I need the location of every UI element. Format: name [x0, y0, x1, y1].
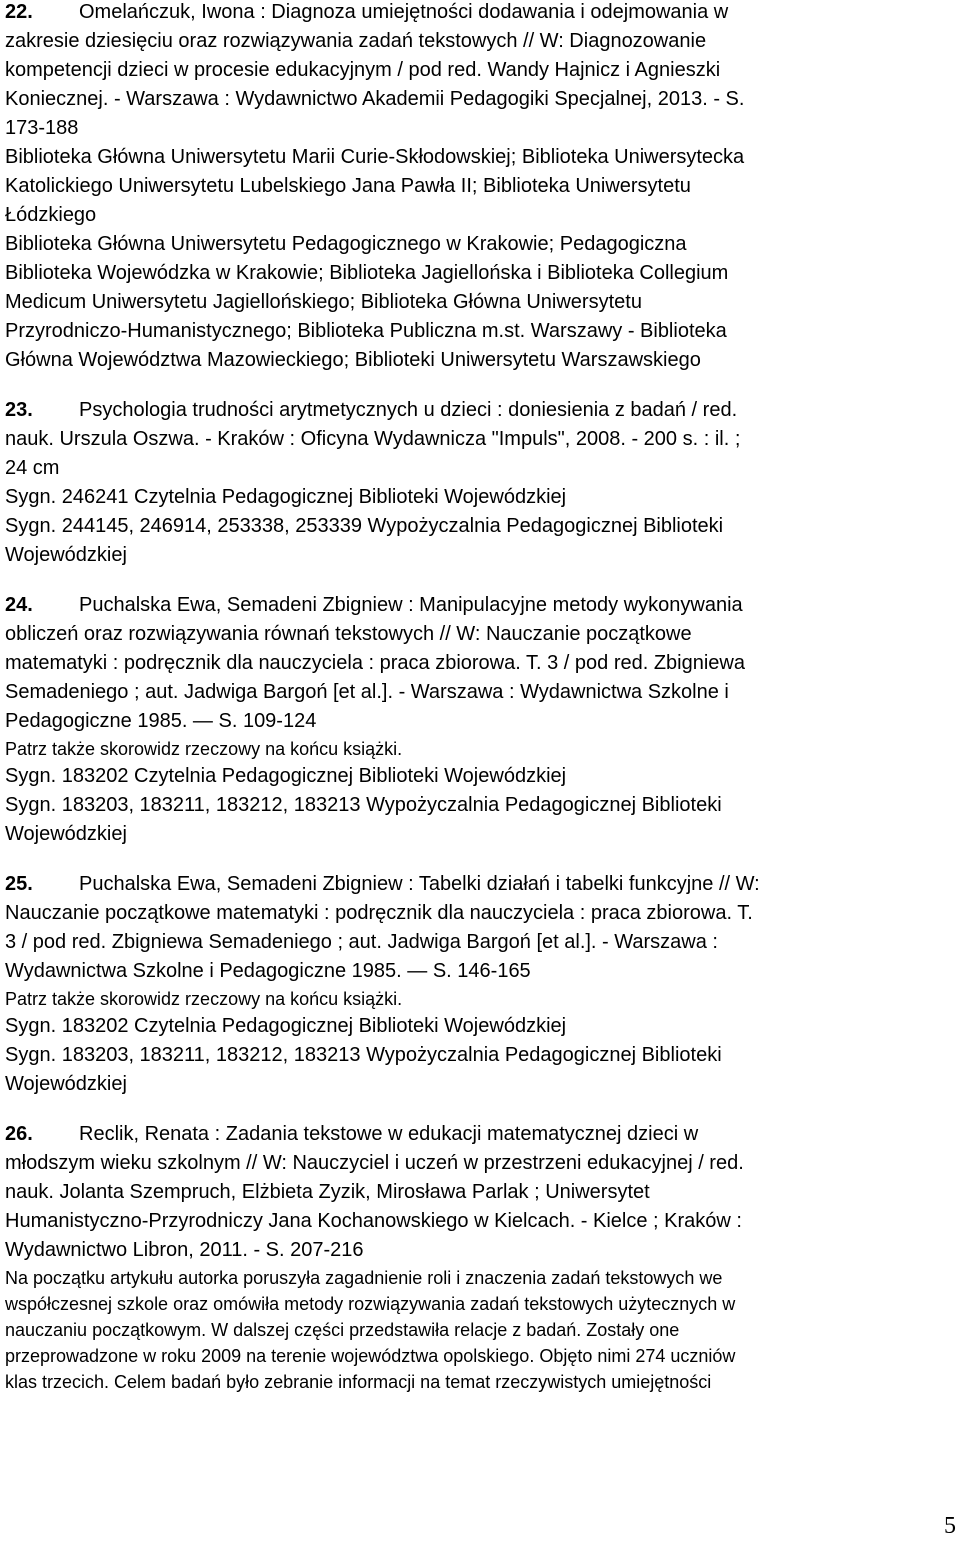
entry-first-line [5, 1120, 955, 1149]
entry-note-line: Patrz także skorowidz rzeczowy na końcu książki. [5, 989, 403, 1009]
entry-text-line: młodszym wieku szkolnym // W: Nauczyciel i uczeń w przestrzeni edukacyjnej / red. [5, 1152, 744, 1174]
entry-note-line: przeprowadzone w roku 2009 na terenie województwa opolskiego. Objęto nimi 274 uczniów [5, 1346, 736, 1366]
entry-text-line: Sygn. 244145, 246914, 253338, 253339 Wypożyczalnia Pedagogicznej Biblioteki [5, 515, 724, 537]
entry-text-line: 3 / pod red. Zbigniewa Semadeniego ; aut. Jadwiga Bargoń [et al.]. - Warszawa : [5, 931, 718, 953]
bibliography-entry [5, 396, 955, 570]
entry-text-line: Przyrodniczo-Humanistycznego; Biblioteka Publiczna m.st. Warszawy - Biblioteka [5, 320, 727, 342]
entry-first-line [5, 0, 955, 27]
entry-text-line: Wydawnictwa Szkolne i Pedagogiczne 1985. — S. 146-165 [5, 960, 531, 982]
entry-first-line [5, 591, 955, 620]
entry-holdings-line: Sygn. 183202 Czytelnia Pedagogicznej Biblioteki Wojewódzkiej [5, 1015, 567, 1037]
entry-text-line: Nauczanie początkowe matematyki : podręcznik dla nauczyciela : praca zbiorowa. T. [5, 902, 753, 924]
entry-text-line: Wydawnictwo Libron, 2011. - S. 207-216 [5, 1239, 364, 1261]
bibliography-entry [5, 0, 955, 375]
entry-holdings-line: Sygn. 183203, 183211, 183212, 183213 Wypożyczalnia Pedagogicznej Biblioteki [5, 794, 722, 816]
entry-text-line: Biblioteka Wojewódzka w Krakowie; Biblioteka Jagiellońska i Biblioteka Collegium [5, 262, 729, 284]
entry-text-line: Łódzkiego [5, 204, 97, 226]
entry-text-line: matematyki : podręcznik dla nauczyciela : praca zbiorowa. T. 3 / pod red. Zbigniewa [5, 652, 745, 674]
entry-holdings-line: Sygn. 183202 Czytelnia Pedagogicznej Biblioteki Wojewódzkiej [5, 765, 567, 787]
entry-number: 26. [5, 1123, 33, 1145]
entry-title-text: Puchalska Ewa, Semadeni Zbigniew : Manipulacyjne metody wykonywania [79, 594, 743, 616]
entry-number: 22. [5, 1, 33, 23]
entry-text-line: 173-188 [5, 117, 79, 139]
entry-text-line: Sygn. 246241 Czytelnia Pedagogicznej Biblioteki Wojewódzkiej [5, 486, 567, 508]
entry-number: 23. [5, 399, 33, 421]
entry-note-line: nauczaniu początkowym. W dalszej części przedstawiła relacje z badań. Zostały one [5, 1320, 680, 1340]
entry-text-line: kompetencji dzieci w procesie edukacyjnym / pod red. Wandy Hajnicz i Agnieszki [5, 59, 721, 81]
entry-text-line: Humanistyczno-Przyrodniczy Jana Kochanowskiego w Kielcach. - Kielce ; Kraków : [5, 1210, 742, 1232]
entry-number: 25. [5, 873, 33, 895]
entry-note-line: Patrz także skorowidz rzeczowy na końcu książki. [5, 739, 403, 759]
bibliography-list [5, 0, 955, 1416]
entry-text-line: Wojewódzkiej [5, 544, 127, 566]
entry-text-line: Semadeniego ; aut. Jadwiga Bargoń [et al.]. - Warszawa : Wydawnictwa Szkolne i [5, 681, 729, 703]
bibliography-entry [5, 591, 955, 849]
entry-text-line: Biblioteka Główna Uniwersytetu Marii Curie-Skłodowskiej; Biblioteka Uniwersytecka [5, 146, 745, 168]
entry-text-line: Katolickiego Uniwersytetu Lubelskiego Jana Pawła II; Biblioteka Uniwersytetu [5, 175, 691, 197]
bibliography-entry [5, 1120, 955, 1395]
entry-text-line: Koniecznej. - Warszawa : Wydawnictwo Akademii Pedagogiki Specjalnej, 2013. - S. [5, 88, 745, 110]
entry-note-line: klas trzecich. Celem badań było zebranie informacji na temat rzeczywistych umiejętności [5, 1372, 712, 1392]
page-number: 5 [944, 1513, 956, 1539]
entry-text-line: Pedagogiczne 1985. — S. 109-124 [5, 710, 317, 732]
entry-text-line: Medicum Uniwersytetu Jagiellońskiego; Biblioteka Główna Uniwersytetu [5, 291, 642, 313]
entry-text-line: nauk. Jolanta Szempruch, Elżbieta Zyzik, Mirosława Parlak ; Uniwersytet [5, 1181, 650, 1203]
entry-title-text: Puchalska Ewa, Semadeni Zbigniew : Tabelki działań i tabelki funkcyjne // W: [79, 873, 760, 895]
entry-holdings-line: Wojewódzkiej [5, 823, 127, 845]
entry-text-line: nauk. Urszula Oszwa. - Kraków : Oficyna Wydawnicza "Impuls", 2008. - 200 s. : il. ; [5, 428, 741, 450]
entry-title-text: Reclik, Renata : Zadania tekstowe w edukacji matematycznej dzieci w [79, 1123, 699, 1145]
entry-first-line [5, 396, 955, 425]
entry-note-line: współczesnej szkole oraz omówiła metody rozwiązywania zadań tekstowych użytecznych w [5, 1294, 736, 1314]
entry-note-line: Na początku artykułu autorka poruszyła zagadnienie roli i znaczenia zadań tekstowych we [5, 1268, 723, 1288]
entry-title-text: Omelańczuk, Iwona : Diagnoza umiejętności dodawania i odejmowania w [79, 1, 729, 23]
entry-title-text: Psychologia trudności arytmetycznych u dzieci : doniesienia z badań / red. [79, 399, 738, 421]
bibliography-entry [5, 870, 955, 1099]
entry-text-line: zakresie dziesięciu oraz rozwiązywania zadań tekstowych // W: Diagnozowanie [5, 30, 707, 52]
entry-holdings-line: Wojewódzkiej [5, 1073, 127, 1095]
entry-holdings-line: Sygn. 183203, 183211, 183212, 183213 Wypożyczalnia Pedagogicznej Biblioteki [5, 1044, 722, 1066]
entry-text-line: Biblioteka Główna Uniwersytetu Pedagogicznego w Krakowie; Pedagogiczna [5, 233, 687, 255]
entry-text-line: 24 cm [5, 457, 60, 479]
entry-text-line: Główna Województwa Mazowieckiego; Biblioteki Uniwersytetu Warszawskiego [5, 349, 701, 371]
entry-number: 24. [5, 594, 33, 616]
entry-text-line: obliczeń oraz rozwiązywania równań tekstowych // W: Nauczanie początkowe [5, 623, 692, 645]
entry-first-line [5, 870, 955, 899]
